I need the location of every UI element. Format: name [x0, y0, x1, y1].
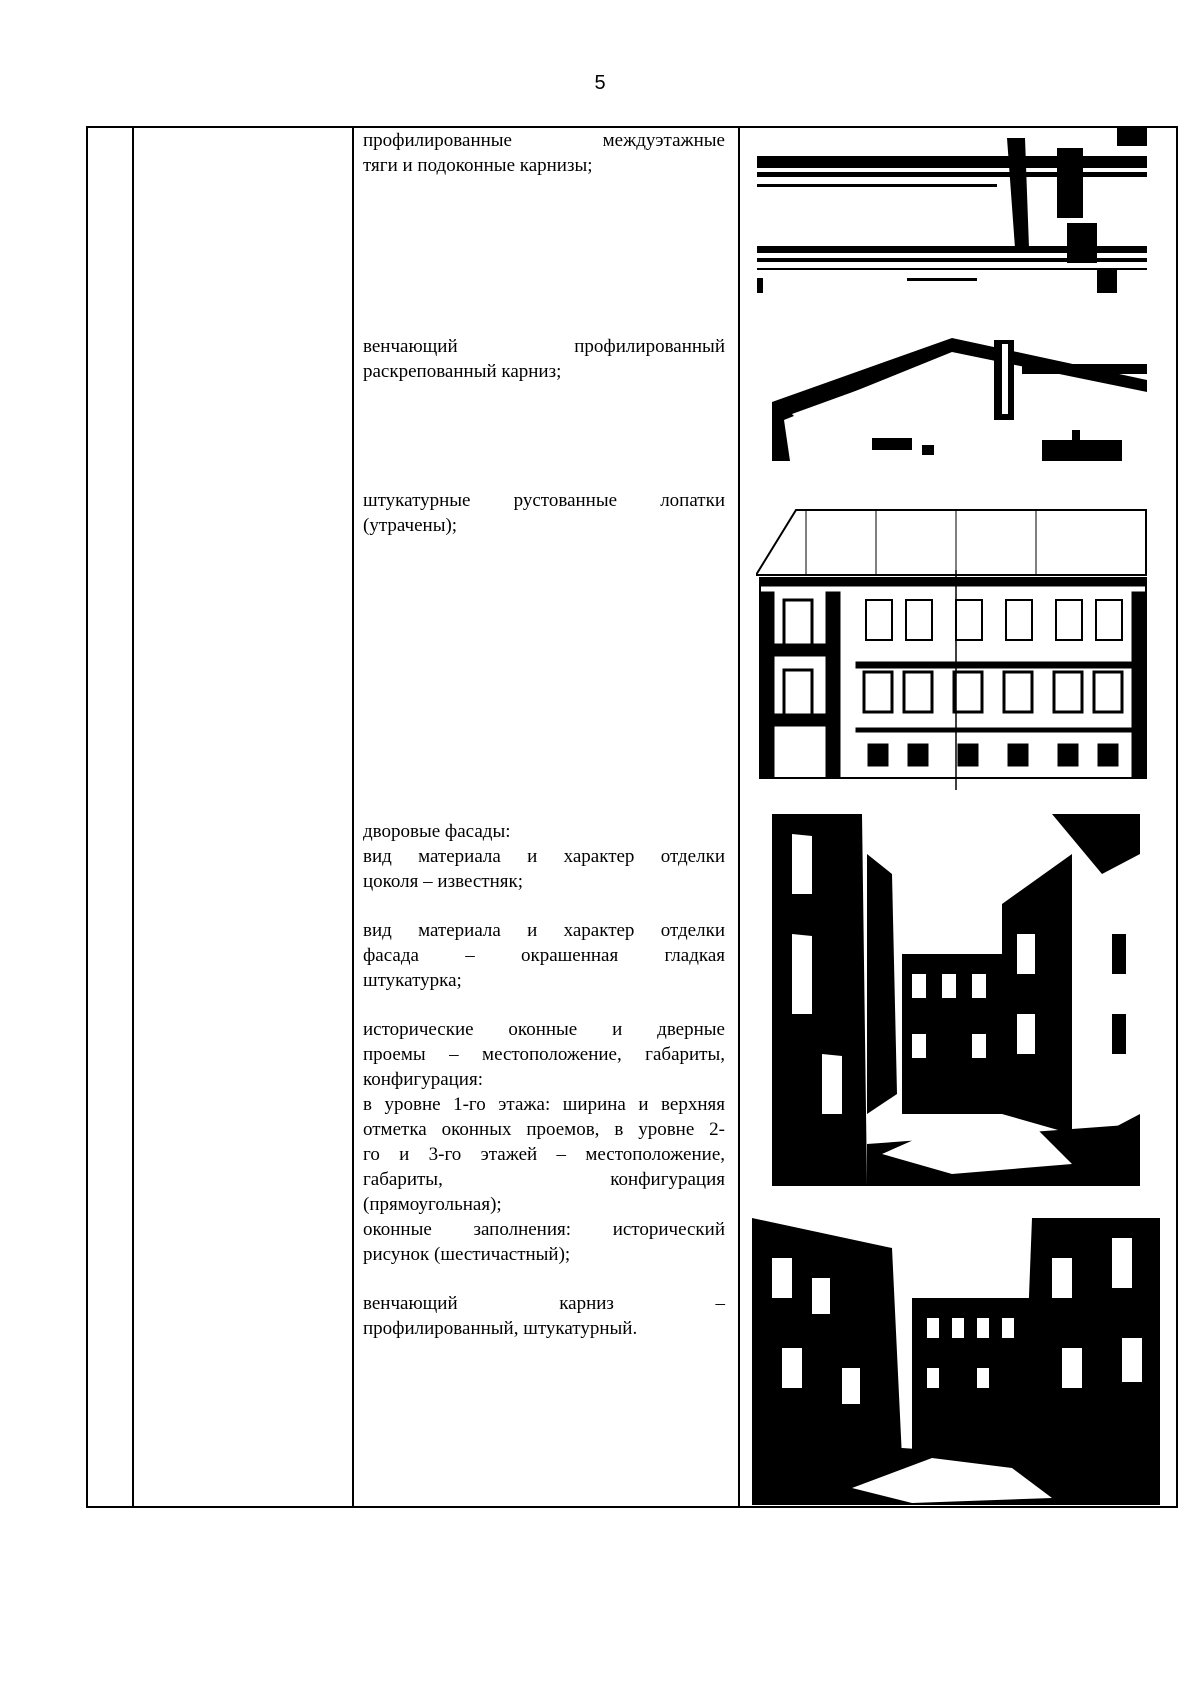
row4-p2-line3: штукатурка; [363, 970, 462, 991]
row4-p1-line1: вид материала и характер отделки [363, 846, 725, 867]
row2-line1: венчающий профилированный [363, 336, 725, 357]
row4-text [363, 819, 725, 1341]
row4-p3-line9: оконные заполнения: исторический [363, 1219, 725, 1240]
row4-p3-line5: отметка оконных проемов, в уровне 2- [363, 1119, 725, 1140]
facade-elevation-drawing [756, 500, 1150, 790]
row4-p4-line2: профилированный, штукатурный. [363, 1318, 638, 1339]
row4-p4-line1: венчающий карниз – [363, 1293, 725, 1314]
row3-line2: (утрачены); [363, 515, 458, 536]
row4-p3-line8: (прямоугольная); [363, 1194, 502, 1215]
row4-p3-line10: рисунок (шестичастный); [363, 1244, 571, 1265]
courtyard-photo-2 [752, 1218, 1160, 1505]
row4-heading: дворовые фасады: [363, 821, 511, 842]
row4-p2-line2: фасада – окрашенная гладкая [363, 945, 725, 966]
row1-text [363, 128, 725, 178]
column-divider-3 [738, 128, 740, 1506]
page-number: 5 [594, 72, 606, 94]
row4-p3-line2: проемы – местоположение, габариты, [363, 1044, 725, 1065]
row4-p2-line1: вид материала и характер отделки [363, 920, 725, 941]
row1-line2: тяги и подоконные карнизы; [363, 155, 593, 176]
courtyard-photo-1 [772, 814, 1140, 1186]
crowning-cornice-photo [772, 330, 1147, 461]
column-divider-2 [352, 128, 354, 1506]
row2-line2: раскрепованный карниз; [363, 361, 562, 382]
row2-text [363, 334, 725, 384]
row1-line1: профилированные междуэтажные [363, 130, 725, 151]
row4-p3-line3: конфигурация: [363, 1069, 483, 1090]
row4-p1-line2: цоколя – известняк; [363, 871, 523, 892]
row3-text [363, 488, 725, 538]
row4-p3-line1: исторические оконные и дверные [363, 1019, 725, 1040]
row4-p3-line6: го и 3-го этажей – местоположение, [363, 1144, 725, 1165]
row4-p3-line4: в уровне 1-го этажа: ширина и верхняя [363, 1094, 725, 1115]
interfloor-cornices-photo [757, 128, 1147, 293]
row4-p3-line7: габариты, конфигурация [363, 1169, 725, 1190]
row3-line1: штукатурные рустованные лопатки [363, 490, 725, 511]
column-divider-1 [132, 128, 134, 1506]
